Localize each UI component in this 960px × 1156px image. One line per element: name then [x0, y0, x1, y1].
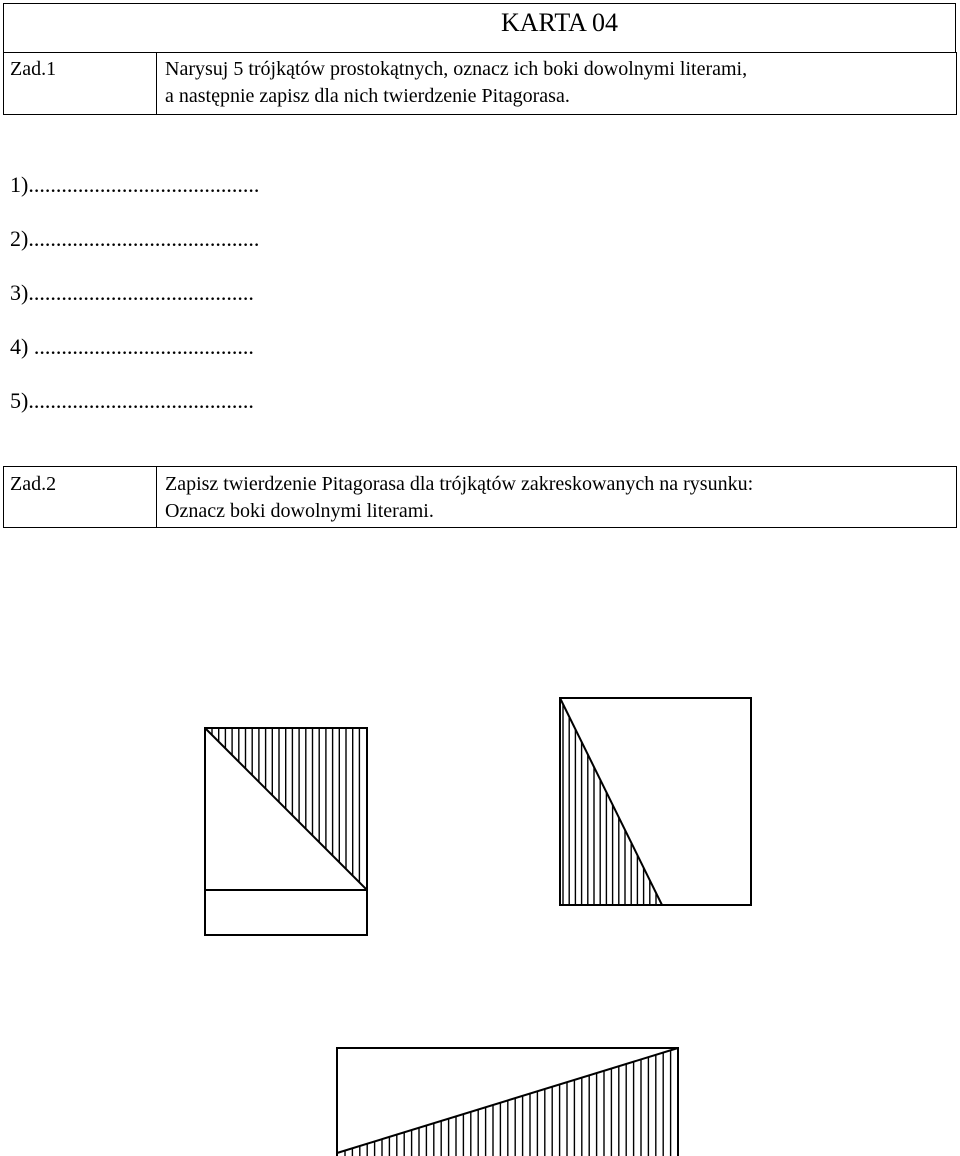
- figure-2-square: [560, 698, 751, 905]
- task-1-line-1: Narysuj 5 trójkątów prostokątnych, oznacz ich boki dowolnymi literami,: [165, 58, 748, 80]
- answer-line-1: 1)..........................................: [10, 172, 260, 197]
- figure-3: [337, 1048, 678, 1156]
- task-2-line-1: Zapisz twierdzenie Pitagorasa dla trójkątów zakreskowanych na rysunku:: [165, 473, 754, 495]
- answer-line-4: 4) ........................................: [10, 334, 254, 359]
- figure-1: [205, 728, 367, 935]
- task-2-label: Zad.2: [4, 467, 157, 528]
- answer-line-3: 3).........................................: [10, 280, 254, 305]
- answer-line-5: 5).........................................: [10, 388, 254, 413]
- figure-2: [560, 698, 751, 905]
- page-title: KARTA 04: [3, 3, 956, 53]
- task-2-line-2: Oznacz boki dowolnymi literami.: [165, 500, 434, 522]
- task-1-label: Zad.1: [4, 53, 157, 115]
- task-1-line-2: a następnie zapisz dla nich twierdzenie Pitagorasa.: [165, 85, 570, 107]
- answer-line-2: 2)..........................................: [10, 226, 260, 251]
